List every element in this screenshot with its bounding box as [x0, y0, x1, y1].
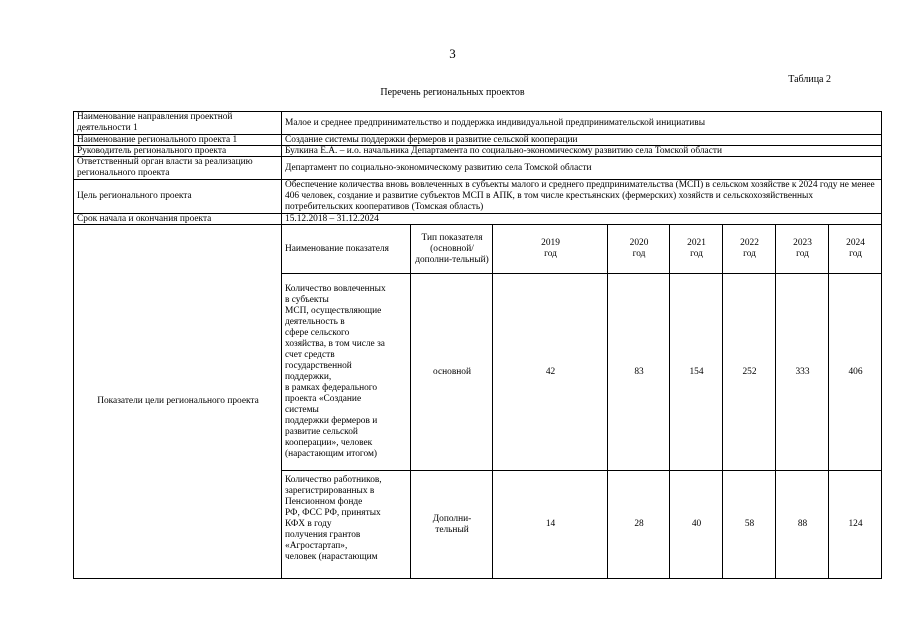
- term-label: Срок начала и окончания проекта: [74, 214, 282, 225]
- col-indicator-type: Тип показателя (основной/ дополни-тельный): [411, 225, 493, 274]
- col-year-2019: 2019 год: [493, 225, 608, 274]
- head-value: Булкина Е.А. – и.о. начальника Департамента по социально-экономическому развитию села Томской области: [282, 146, 882, 157]
- page-number: 3: [449, 46, 456, 61]
- document-title: Перечень региональных проектов: [380, 87, 525, 98]
- indicator-value-2019: 14: [493, 471, 608, 579]
- org-value: Департамент по социально-экономическому развитию села Томской области: [282, 157, 882, 180]
- indicator-type: Дополни- тельный: [411, 471, 493, 579]
- indicator-value-2024: 124: [829, 471, 882, 579]
- indicator-type: основной: [411, 274, 493, 471]
- direction-label: Наименование направления проектной деятельности 1: [74, 112, 282, 135]
- head-label: Руководитель регионального проекта: [74, 146, 282, 157]
- indicator-value-2024: 406: [829, 274, 882, 471]
- indicator-value-2023: 88: [776, 471, 829, 579]
- regional-projects-table: [73, 111, 882, 579]
- col-year-2022: 2022 год: [723, 225, 776, 274]
- row-project: [74, 135, 882, 146]
- org-label: Ответственный орган власти за реализацию регионального проекта: [74, 157, 282, 180]
- indicator-value-2022: 58: [723, 471, 776, 579]
- indicator-value-2022: 252: [723, 274, 776, 471]
- goal-label: Цель регионального проекта: [74, 180, 282, 214]
- term-value: 15.12.2018 – 31.12.2024: [282, 214, 882, 225]
- row-head: [74, 146, 882, 157]
- row-goal: [74, 180, 882, 214]
- col-year-2023: 2023 год: [776, 225, 829, 274]
- indicators-header-row: [74, 225, 882, 274]
- indicators-section-label: Показатели цели регионального проекта: [74, 225, 282, 579]
- indicator-value-2023: 333: [776, 274, 829, 471]
- goal-value: Обеспечение количества вновь вовлеченных в субъекты малого и среднего предпринимательства (МСП) в сельском хозяйстве к 2024 году не менее 406 человек, создание и развитие субъектов МСП в АПК, в том числе крестьянских (фермерских) хозяйств и сельскохозяйственных потребительских кооперативов (Томская область): [282, 180, 882, 214]
- project-label: Наименование регионального проекта 1: [74, 135, 282, 146]
- direction-value: Малое и среднее предпринимательство и поддержка индивидуальной предпринимательской инициативы: [282, 112, 882, 135]
- indicator-name: Количество вовлеченных в субъекты МСП, осуществляющие деятельность в сфере сельского хозяйства, в том числе за счет средств государственной поддержки, в рамках федерального проекта «Создание системы поддержки фермеров и развитие сельской кооперации», человек (нарастающим итогом): [282, 274, 411, 471]
- col-year-2021: 2021 год: [670, 225, 723, 274]
- indicator-value-2020: 28: [608, 471, 670, 579]
- row-direction: [74, 112, 882, 135]
- indicator-value-2020: 83: [608, 274, 670, 471]
- col-year-2024: 2024 год: [829, 225, 882, 274]
- indicator-value-2021: 40: [670, 471, 723, 579]
- row-term: [74, 214, 882, 225]
- indicator-name: Количество работников, зарегистрированных в Пенсионном фонде РФ, ФСС РФ, принятых КФХ в году получения грантов «Агростартап», человек (нарастающим: [282, 471, 411, 579]
- indicator-value-2019: 42: [493, 274, 608, 471]
- indicator-value-2021: 154: [670, 274, 723, 471]
- row-responsible-org: [74, 157, 882, 180]
- project-value: Создание системы поддержки фермеров и развитие сельской кооперации: [282, 135, 882, 146]
- table-label: Таблица 2: [788, 74, 831, 85]
- col-year-2020: 2020 год: [608, 225, 670, 274]
- col-indicator-name: Наименование показателя: [282, 225, 411, 274]
